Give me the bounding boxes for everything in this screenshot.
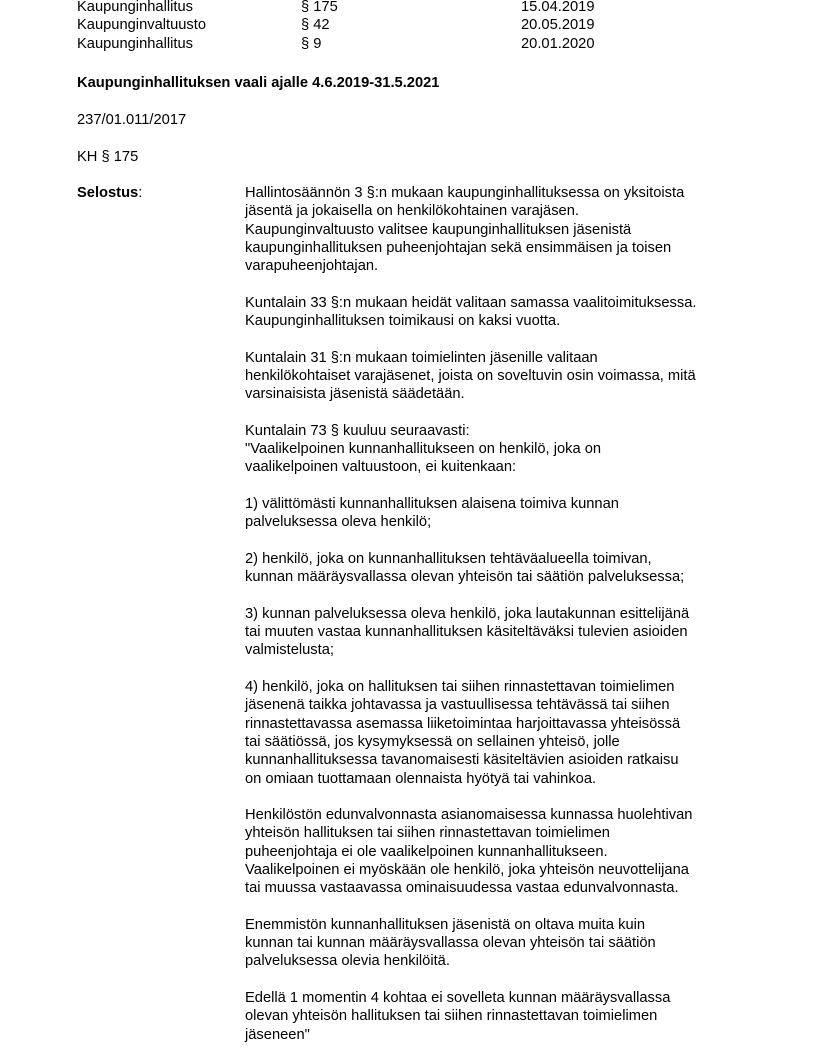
selostus-paragraph — [245, 916, 765, 971]
paragraph-line: Kuntalain 33 §:n mukaan heidät valitaan samassa vaalitoimituksessa. — [245, 294, 697, 311]
selostus-paragraph — [245, 294, 765, 331]
paragraph-line: Kaupunginvaltuusto valitsee kaupunginhallituksen jäsenistä — [245, 221, 632, 238]
paragraph-line: palveluksessa oleva henkilö; — [245, 514, 432, 531]
paragraph-line: Kaupunginhallituksen toimikausi on kaksi vuotta. — [245, 313, 561, 330]
paragraph-line: olevan yhteisön hallituksen tai siihen rinnastettavan toimielimen — [245, 1008, 658, 1025]
paragraph-line: kunnan tai kunnan määräysvallassa olevan yhteisön tai säätiön — [245, 935, 656, 952]
matter-title: Kaupunginhallituksen vaali ajalle 4.6.2019-31.5.2021 — [77, 75, 440, 91]
paragraph-line: varsinaisista jäsenistä säädetään. — [245, 386, 465, 403]
paragraph-line: jäsentä ja jokaisella on henkilökohtainen varajäsen. — [245, 203, 579, 220]
selostus-paragraph — [245, 349, 765, 404]
history-section: § 42 — [301, 17, 330, 34]
paragraph-line: kaupunginhallituksen puheenjohtajan sekä ensimmäisen ja toisen — [245, 239, 672, 256]
history-date: 20.05.2019 — [521, 17, 595, 34]
history-date: 20.01.2020 — [521, 35, 595, 52]
paragraph-line: varapuheenjohtajan. — [245, 258, 379, 275]
selostus-paragraph — [245, 495, 765, 532]
selostus-label — [77, 184, 142, 202]
history-section: § 175 — [301, 0, 338, 15]
paragraph-line: rinnastettavassa asemassa liiketoimintaa harjoittavassa yhteisössä — [245, 715, 681, 732]
selostus-paragraph — [245, 989, 765, 1044]
paragraph-line: Edellä 1 momentin 4 kohtaa ei sovelleta kunnan määräysvallassa — [245, 990, 671, 1007]
paragraph-line: 2) henkilö, joka on kunnanhallituksen tehtäväalueella toimivan, — [245, 550, 652, 567]
history-row — [77, 35, 777, 53]
paragraph-line: tai muuten vastaa kunnanhallituksen käsiteltäväksi tulevien asioiden — [245, 624, 688, 641]
paragraph-line: valmistelusta; — [245, 642, 334, 659]
paragraph-line: Kuntalain 31 §:n mukaan toimielinten jäsenille valitaan — [245, 349, 598, 366]
paragraph-line: kunnan määräysvallassa olevan yhteisön tai säätiön palveluksessa; — [245, 569, 685, 586]
paragraph-line: 4) henkilö, joka on hallituksen tai siihen rinnastettavan toimielimen — [245, 679, 675, 696]
history-body: Kaupunginhallitus — [77, 35, 193, 52]
paragraph-line: Hallintosäännön 3 §:n mukaan kaupunginhallituksessa on yksitoista — [245, 185, 685, 201]
paragraph-line: jäsenenä taikka johtavassa ja vastuullisessa tehtävässä tai siihen — [245, 697, 670, 714]
selostus-paragraph — [245, 605, 765, 660]
selostus-label-text: Selostus — [77, 185, 139, 201]
paragraph-line: Enemmistön kunnanhallituksen jäsenistä on oltava muita kuin — [245, 916, 646, 933]
selostus-paragraph — [245, 422, 765, 477]
history-body: Kaupunginvaltuusto — [77, 17, 207, 34]
decision-history-table — [77, 0, 777, 53]
selostus-paragraph — [245, 550, 765, 587]
selostus-label-colon: : — [138, 185, 143, 201]
paragraph-line: Vaalikelpoinen ei myöskään ole henkilö, joka yhteisön neuvottelijana — [245, 861, 689, 878]
history-body: Kaupunginhallitus — [77, 0, 193, 15]
paragraph-line: 1) välittömästi kunnanhallituksen alaisena toimiva kunnan — [245, 496, 619, 513]
paragraph-line: tai muussa vastaavassa ominaisuudessa vastaa edunvalvonnasta. — [245, 880, 679, 897]
paragraph-line: tai säätiössä, jos kysymyksessä on sellainen yhteisö, jolle — [245, 733, 620, 750]
paragraph-line: yhteisön hallituksen tai siihen rinnastettavan toimielimen — [245, 825, 610, 842]
paragraph-line: 3) kunnan palveluksessa oleva henkilö, joka lautakunnan esittelijänä — [245, 605, 690, 622]
history-row — [77, 16, 777, 34]
selostus-paragraph — [245, 806, 765, 897]
paragraph-line: on omiaan tuottamaan olennaista hyötyä tai vahinkoa. — [245, 770, 597, 787]
paragraph-line: jäseneen" — [245, 1026, 310, 1043]
diary-number: 237/01.011/2017 — [77, 112, 187, 128]
paragraph-line: henkilökohtaiset varajäsenet, joista on soveltuvin osin voimassa, mitä — [245, 367, 696, 384]
history-section: § 9 — [301, 35, 322, 52]
paragraph-line: "Vaalikelpoinen kunnanhallitukseen on henkilö, joka on — [245, 441, 602, 458]
paragraph-line: palveluksessa olevia henkilöitä. — [245, 953, 450, 970]
kh-reference: KH § 175 — [77, 149, 139, 165]
paragraph-line: vaalikelpoinen valtuustoon, ei kuitenkaan: — [245, 459, 517, 476]
paragraph-line: puheenjohtaja ei ole vaalikelpoinen kunnanhallitukseen. — [245, 843, 608, 860]
history-date: 15.04.2019 — [521, 0, 595, 15]
paragraph-line: Henkilöstön edunvalvonnasta asianomaisessa kunnassa huolehtivan — [245, 807, 693, 824]
history-row — [77, 0, 777, 16]
selostus-body — [245, 184, 765, 1062]
paragraph-line: Kuntalain 73 § kuuluu seuraavasti: — [245, 422, 470, 439]
selostus-paragraph — [245, 678, 765, 788]
selostus-paragraph — [245, 184, 765, 275]
paragraph-line: kunnanhallituksessa tavanomaisesti käsiteltävien asioiden ratkaisu — [245, 752, 679, 769]
